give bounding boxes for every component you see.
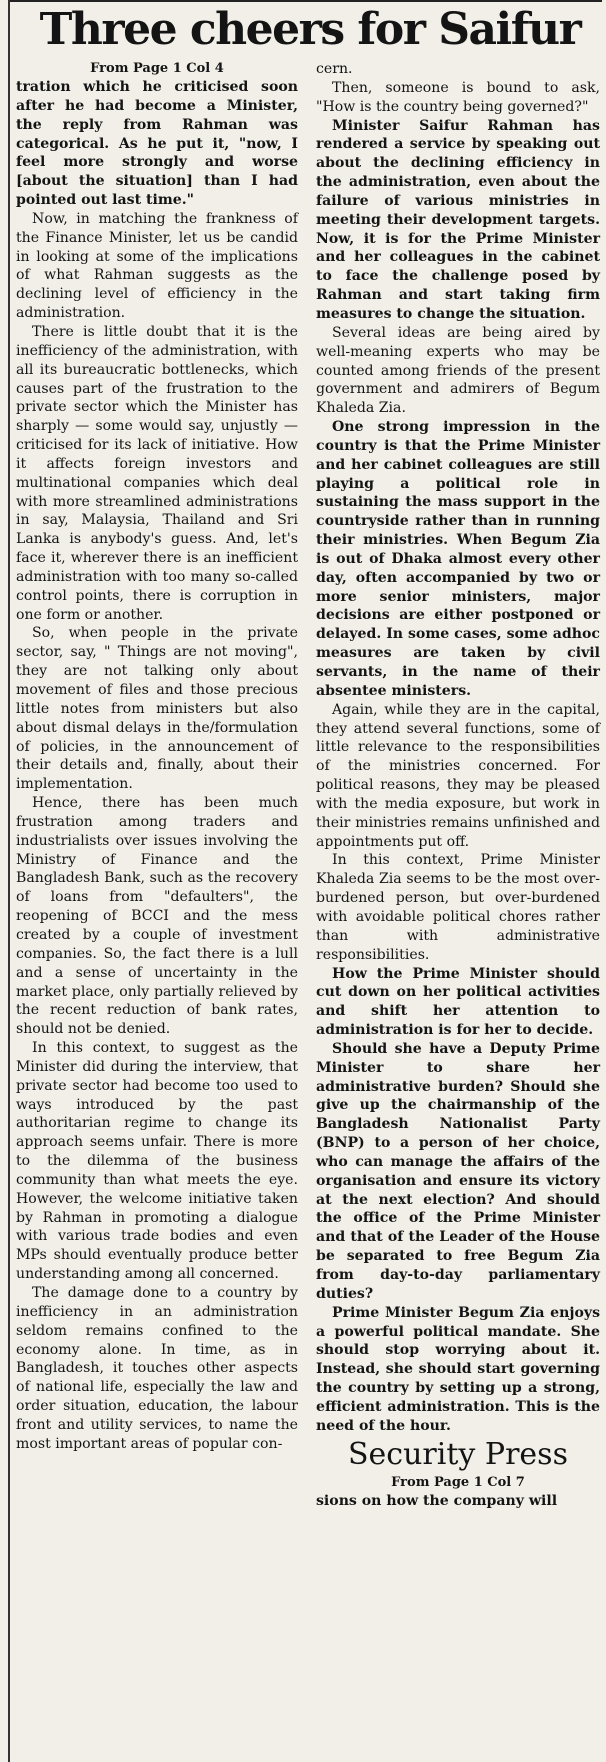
second-story-jump-from: From Page 1 Col 7 xyxy=(391,1474,525,1490)
jump-from-label: From Page 1 Col 4 xyxy=(90,61,224,76)
second-story-first-line: sions on how the company will xyxy=(316,1492,558,1509)
article-paragraph: The damage done to a country by inefficiency in an administration seldom remains confined to the economy alone. In time, as in Bangladesh, it touches other aspects of national life, especially the law and order situation, education, the labour front and utility services, to name the most important areas of popular con- xyxy=(16,1285,298,1452)
article-paragraph: In this context, Prime Minister Khaleda Zia seems to be the most over-burdened person, but over-burdened with avoidable political chores rather than with administrative responsibilities. xyxy=(316,852,600,963)
article-paragraph: So, when people in the private sector, say, " Things are not moving", they are not talking only about movement of files and those precious little notes from ministers but also about dismal delays in the/formulation of policies, in the announcement of their details and, finally, about their implementation. xyxy=(16,625,298,793)
top-rule xyxy=(8,0,602,2)
article-paragraph: Should she have a Deputy Prime Minister to share her administrative burden? Should she give up the chairmanship of the Bangladesh Nationalist Party (BNP) to a person of her choice, who can manage the affairs of the organisation and ensure its victory at the next election? And should the office of the Prime Minister and that of the Leader of the House be separated to free Begum Zia from day-to-day parliamentary duties? xyxy=(316,1040,600,1302)
left-column xyxy=(16,60,298,1454)
article-paragraph: How the Prime Minister should cut down on her political activities and shift her attention to administration is for her to decide. xyxy=(316,965,600,1039)
article-paragraph: Hence, there has been much frustration among traders and industrialists over issues involving the Ministry of Finance and the Bangladesh Bank, such as the recovery of loans from "defaulters", the reopening of BCCI and the mess created by a couple of investment companies. So, the fact there is a lull and a sense of uncertainty in the market place, only partially relieved by the recent reduction of bank rates, should not be denied. xyxy=(16,795,298,1038)
article-paragraph: Now, in matching the frankness of the Finance Minister, let us be candid in looking at some of the implications of what Rahman suggests as the declining level of efficiency in the administration. xyxy=(16,210,298,322)
article-paragraph: Several ideas are being aired by well-meaning experts who may be counted among friends of the present government and admirers of Begum Khaleda Zia. xyxy=(316,324,600,417)
article-paragraph: There is little doubt that it is the inefficiency of the administration, with all its bureaucratic bottlenecks, which causes part of the frustration to the private sector which the Minister has sharply — some would say, unjustly — criticised for its lack of initiative. How it affects foreign investors and multinational companies which deal with more streamlined administrations in say, Malaysia, Thailand and Sri Lanka is anybody's guess. And, let's face it, wherever there is an inefficient administration with too many so-called control points, there is corruption in one form or another. xyxy=(16,323,298,623)
article-paragraph: cern. xyxy=(316,61,353,77)
article-paragraph: tration which he criticised soon after he had become a Minister, the reply from Rahman was categorical. As he put it, "now, I feel more strongly and worse [about the situation] than I had pointed out last time." xyxy=(16,79,298,209)
article-paragraph: In this context, to suggest as the Minister did during the interview, that private sector had become too used to ways introduced by the past authoritarian regime to change its approach seems unfair. There is more to the dilemma of the business community than what meets the eye. However, the welcome initiative taken by Rahman in promoting a dialogue with various trade bodies and even MPs should eventually produce better understanding among all concerned. xyxy=(16,1040,298,1283)
column-rule xyxy=(8,0,10,1762)
article-paragraph: Then, someone is bound to ask, "How is the country being governed?" xyxy=(316,79,600,115)
article-paragraph: Prime Minister Begum Zia enjoys a powerful political mandate. She should stop worrying about it. Instead, she should start governing the country by setting up a strong, efficient administration. This is the need of the hour. xyxy=(316,1304,600,1434)
article-paragraph: Minister Saifur Rahman has rendered a service by speaking out about the declining efficiency in the administration, even about the failure of various ministries in meeting their development targets. Now, it is for the Prime Minister and her colleagues in the cabinet to face the challenge posed by Rahman and start taking firm measures to change the situation. xyxy=(316,117,600,322)
headline: Three cheers for Saifur xyxy=(39,4,581,55)
second-story-headline: Security Press xyxy=(348,1436,568,1472)
right-column xyxy=(316,60,600,1510)
article-paragraph: One strong impression in the country is that the Prime Minister and her cabinet colleagues are still playing a political role in sustaining the mass support in the countryside rather than in running their ministries. When Begum Zia is out of Dhaka almost every other day, often accompanied by two or more senior ministers, major decisions are either postponed or delayed. In some cases, some adhoc measures are taken by civil servants, in the name of their absentee ministers. xyxy=(316,419,600,699)
article-paragraph: Again, while they are in the capital, they attend several functions, some of little relevance to the responsibilities of the ministries concerned. For political reasons, they may be pleased with the media exposure, but work in their ministries remains unfinished and appointments put off. xyxy=(316,701,600,850)
